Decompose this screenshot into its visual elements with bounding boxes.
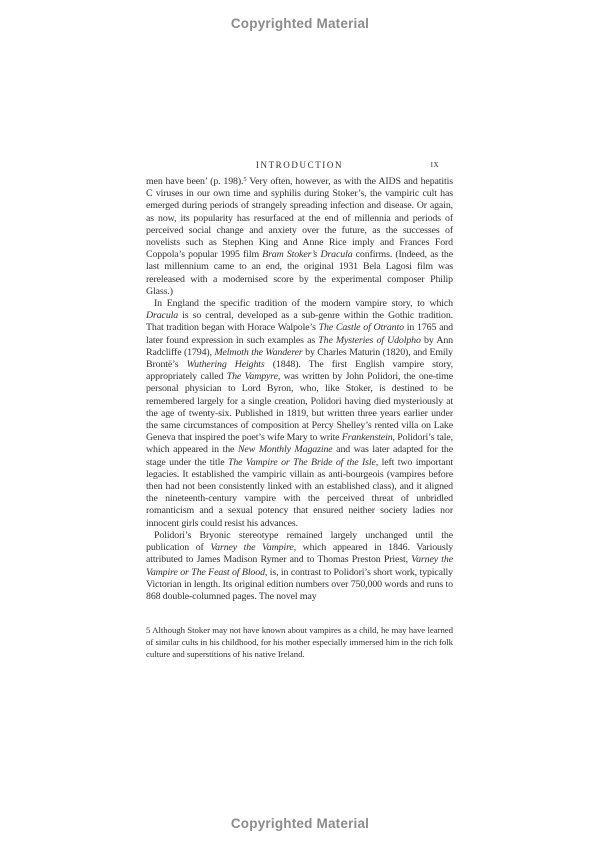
- footnote: 5 Although Stoker may not have known about vampires as a child, he may have learned of similar cults in his childhood, for his mother especially immersed him in the rich folk culture and superstitions of his native Ireland.: [146, 625, 453, 660]
- body-paragraph-3: Polidori’s Bryonic stereotype remained largely unchanged until the publication of Varney the Vampire, which appeared in 1846. Variously attributed to James Madison Rymer and to Thomas Preston Priest, Varney the Vampire or The Feast of Blood, is, in contrast to Polidori’s short work, typically Victorian in length. Its original edition numbers over 750,000 words and runs to 868 double-columned pages. The novel may: [146, 529, 454, 602]
- copyright-watermark-top: Copyrighted Material: [230, 16, 370, 31]
- page-number: ix: [430, 160, 439, 170]
- body-text: [146, 176, 453, 603]
- body-paragraph-2: In England the specific tradition of the modern vampire story, to which Dracula is so central, developed as a sub-genre within the Gothic tradition. That tradition began with Horace Walpole’s The Castle of Otranto in 1765 and later found expression in such examples as The Mysteries of Udolpho by Ann Radcliffe (1794), Melmoth the Wanderer by Charles Maturin (1820), and Emily Brontë’s Wuthering Heights (1848). The first English vampire story, appropriately called The Vampyre, was written by John Polidori, the one-time personal physician to Lord Byron, who, like Stoker, is destined to be remembered largely for a single creation, Polidori having died mysteriously at the age of twenty-six. Published in 1819, but written three years earlier under the same circumstances of composition at Percy Shelley’s rented villa on Lake Geneva that inspired the poet’s wife Mary to write Frankenstein, Polidori’s tale, which appeared in the New Monthly Magazine and was later adapted for the stage under the title The Vampire or The Bride of the Isle, left two important legacies. It established the vampiric villain as anti-bourgeois (vampires before then had not been consistently linked with an established class), and it aligned the nineteenth-century vampire with the perceived threat of unbridled romanticism and a sexual potency that ensured neither society ladies nor innocent girls could resist his advances.: [146, 298, 454, 529]
- body-paragraph-1: men have been’ (p. 198).$^5$ Very often, however, as with the AIDS and hepatitis C viruses in our own time and syphilis during Stoker’s, the vampiric cult has emerged during periods of strangely spreading infection and disease. Or again, as now, its popularity has resurfaced at the end of millennia and periods of perceived social change and anxiety over the future, as the successes of novelists such as Stephen King and Anne Rice imply and Frances Ford Coppola’s popular 1995 film Bram Stoker’s Dracula confirms. (Indeed, as the last millennium came to an end, the original 1931 Bela Lagosi film was rereleased with a modernised score by the experimental composer Philip Glass.): [146, 176, 453, 297]
- copyright-watermark-bottom: Copyrighted Material: [230, 816, 370, 831]
- printed-page-area: [146, 160, 453, 660]
- running-head-title: INTRODUCTION: [255, 160, 344, 170]
- running-head: [146, 160, 453, 176]
